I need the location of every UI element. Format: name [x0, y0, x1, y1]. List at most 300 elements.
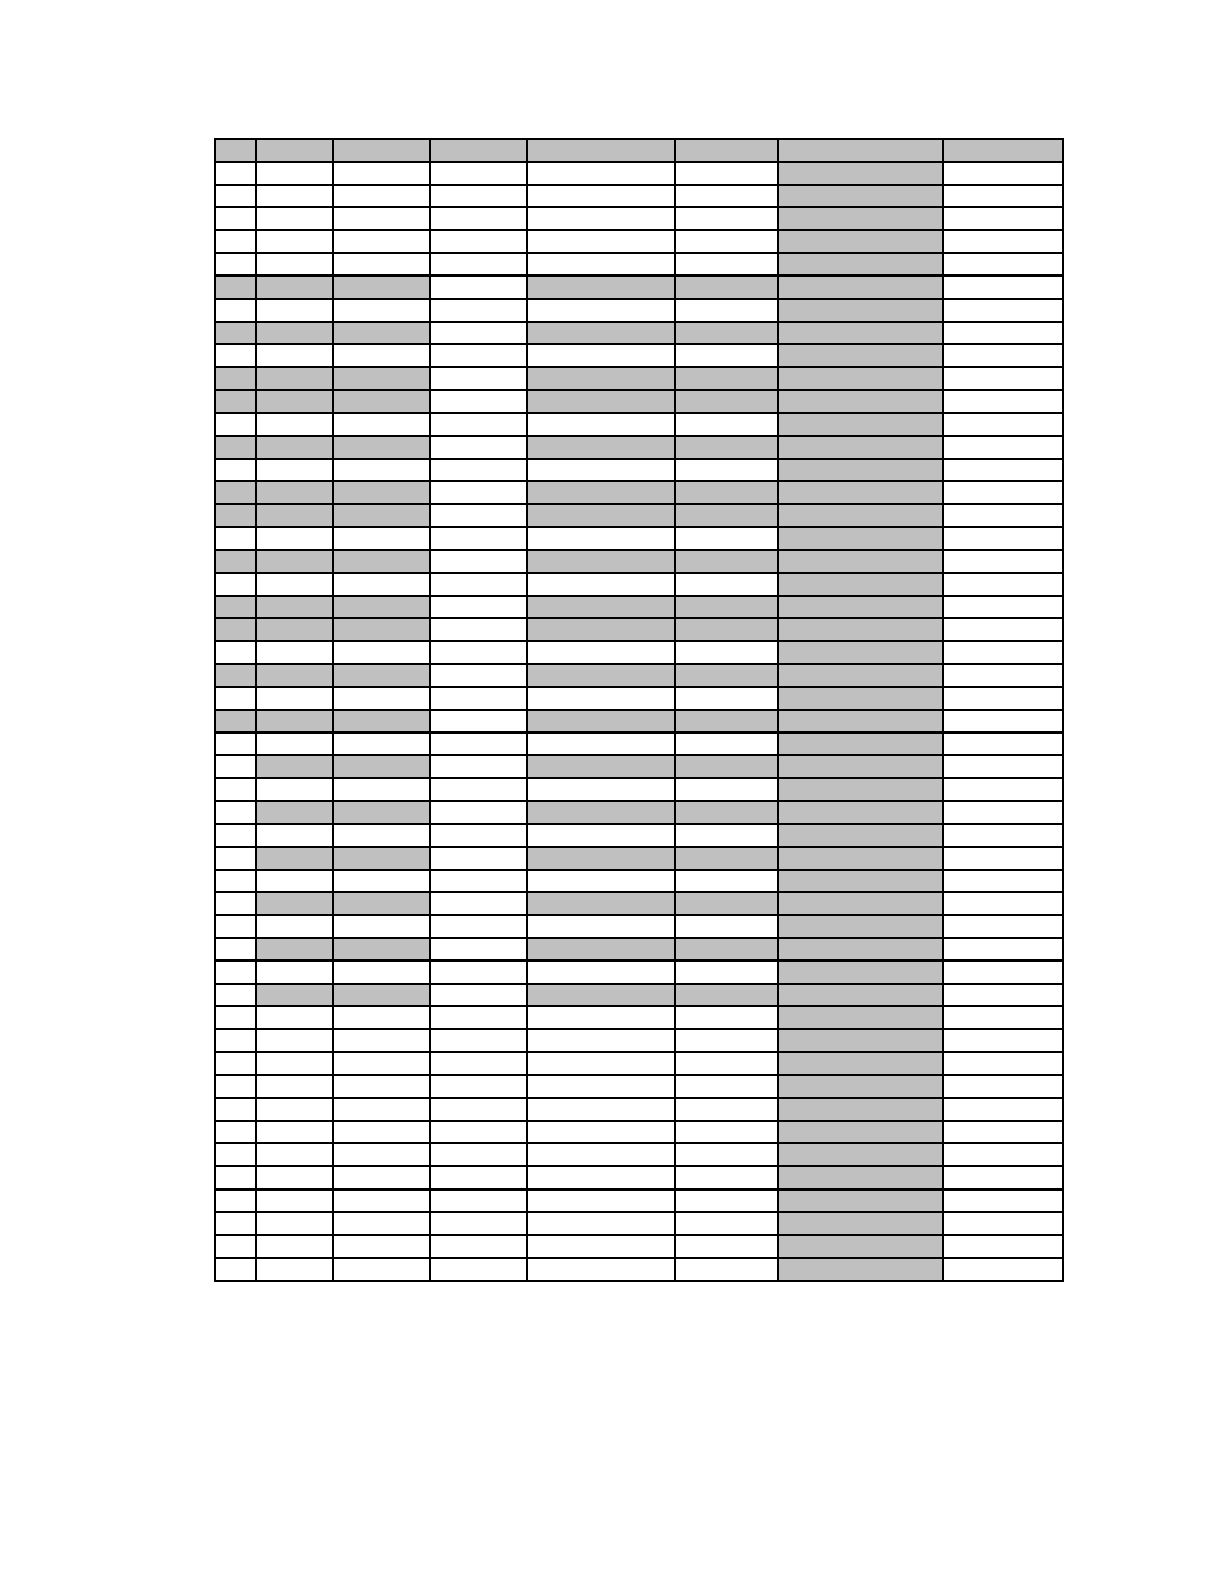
shaded-cell-col-7 [778, 573, 943, 596]
shaded-cell-col-4 [430, 139, 527, 162]
blank-cell-col-8 [943, 755, 1063, 778]
blank-cell-col-3 [333, 641, 430, 664]
blank-cell-col-4 [430, 870, 527, 893]
blank-cell-col-6 [675, 207, 778, 230]
shaded-cell-col-7 [778, 436, 943, 459]
shaded-cell-col-6 [675, 322, 778, 345]
shaded-cell-col-5 [527, 367, 675, 390]
table-row [215, 710, 1063, 733]
blank-cell-col-5 [527, 162, 675, 185]
blank-cell-col-8 [943, 1166, 1063, 1189]
shaded-cell-col-3 [333, 276, 430, 299]
blank-cell-col-2 [256, 573, 333, 596]
shaded-cell-col-7 [778, 1121, 943, 1144]
table-row [215, 1143, 1063, 1166]
shaded-cell-col-3 [333, 139, 430, 162]
table-row [215, 1235, 1063, 1258]
blank-cell-col-8 [943, 915, 1063, 938]
blank-cell-col-2 [256, 1052, 333, 1075]
blank-cell-col-4 [430, 436, 527, 459]
blank-cell-col-3 [333, 573, 430, 596]
table-row [215, 1098, 1063, 1121]
blank-cell-col-4 [430, 801, 527, 824]
shaded-cell-col-7 [778, 299, 943, 322]
shaded-cell-col-7 [778, 207, 943, 230]
blank-cell-col-4 [430, 664, 527, 687]
table-row [215, 344, 1063, 367]
blank-cell-col-5 [527, 413, 675, 436]
shaded-cell-col-7 [778, 367, 943, 390]
blank-cell-col-2 [256, 1166, 333, 1189]
blank-cell-col-1 [215, 847, 256, 870]
shaded-cell-col-3 [333, 892, 430, 915]
shaded-cell-col-3 [333, 755, 430, 778]
blank-cell-col-2 [256, 162, 333, 185]
blank-cell-col-8 [943, 162, 1063, 185]
blank-cell-col-6 [675, 641, 778, 664]
shaded-cell-col-2 [256, 618, 333, 641]
blank-cell-col-4 [430, 344, 527, 367]
shaded-cell-col-7 [778, 1075, 943, 1098]
blank-cell-col-3 [333, 1075, 430, 1098]
blank-cell-col-6 [675, 230, 778, 253]
shaded-cell-col-5 [527, 390, 675, 413]
shaded-cell-col-5 [527, 322, 675, 345]
shaded-cell-col-5 [527, 984, 675, 1007]
blank-cell-col-4 [430, 824, 527, 847]
blank-cell-col-3 [333, 1098, 430, 1121]
blank-cell-col-3 [333, 824, 430, 847]
blank-cell-col-1 [215, 687, 256, 710]
table-row [215, 207, 1063, 230]
shaded-cell-col-1 [215, 664, 256, 687]
blank-cell-col-3 [333, 185, 430, 208]
blank-cell-col-5 [527, 1052, 675, 1075]
blank-cell-col-2 [256, 1029, 333, 1052]
shaded-cell-col-2 [256, 596, 333, 619]
shaded-cell-col-6 [675, 755, 778, 778]
blank-cell-col-4 [430, 984, 527, 1007]
shaded-cell-col-6 [675, 847, 778, 870]
blank-cell-col-1 [215, 1258, 256, 1281]
shaded-cell-col-3 [333, 596, 430, 619]
blank-cell-col-4 [430, 550, 527, 573]
blank-cell-col-8 [943, 527, 1063, 550]
blank-cell-col-2 [256, 1258, 333, 1281]
blank-cell-col-8 [943, 1235, 1063, 1258]
table-row [215, 1189, 1063, 1212]
blank-cell-col-3 [333, 1143, 430, 1166]
blank-cell-col-6 [675, 185, 778, 208]
table-row [215, 664, 1063, 687]
blank-cell-col-1 [215, 459, 256, 482]
shaded-cell-col-7 [778, 596, 943, 619]
shaded-cell-col-5 [527, 504, 675, 527]
blank-cell-col-5 [527, 824, 675, 847]
blank-cell-col-6 [675, 870, 778, 893]
blank-cell-col-2 [256, 253, 333, 276]
shaded-cell-col-2 [256, 436, 333, 459]
shaded-cell-col-1 [215, 276, 256, 299]
shaded-cell-col-5 [527, 801, 675, 824]
blank-cell-col-3 [333, 1006, 430, 1029]
blank-cell-col-8 [943, 778, 1063, 801]
blank-cell-col-2 [256, 915, 333, 938]
blank-cell-col-4 [430, 299, 527, 322]
blank-cell-col-6 [675, 459, 778, 482]
table-row [215, 847, 1063, 870]
blank-cell-col-5 [527, 253, 675, 276]
table-row [215, 801, 1063, 824]
blank-cell-col-5 [527, 299, 675, 322]
shaded-cell-col-7 [778, 710, 943, 733]
shaded-cell-col-7 [778, 892, 943, 915]
shaded-cell-col-7 [778, 847, 943, 870]
shaded-cell-col-5 [527, 892, 675, 915]
blank-cell-col-8 [943, 641, 1063, 664]
shaded-cell-col-7 [778, 276, 943, 299]
blank-cell-col-5 [527, 733, 675, 756]
blank-form-grid [214, 138, 1064, 1282]
blank-cell-col-4 [430, 961, 527, 984]
blank-cell-col-8 [943, 253, 1063, 276]
blank-cell-col-6 [675, 299, 778, 322]
blank-cell-col-5 [527, 1098, 675, 1121]
blank-cell-col-4 [430, 207, 527, 230]
shaded-cell-col-6 [675, 801, 778, 824]
blank-cell-col-8 [943, 1212, 1063, 1235]
table-row [215, 915, 1063, 938]
blank-cell-col-1 [215, 778, 256, 801]
shaded-cell-col-7 [778, 481, 943, 504]
shaded-cell-col-3 [333, 984, 430, 1007]
blank-cell-col-4 [430, 276, 527, 299]
blank-cell-col-5 [527, 573, 675, 596]
blank-cell-col-6 [675, 1212, 778, 1235]
shaded-cell-col-5 [527, 755, 675, 778]
blank-cell-col-8 [943, 961, 1063, 984]
shaded-cell-col-7 [778, 618, 943, 641]
blank-cell-col-2 [256, 1212, 333, 1235]
blank-cell-col-3 [333, 870, 430, 893]
shaded-cell-col-2 [256, 390, 333, 413]
shaded-cell-col-5 [527, 618, 675, 641]
shaded-cell-col-5 [527, 436, 675, 459]
shaded-cell-col-1 [215, 436, 256, 459]
table-row [215, 1075, 1063, 1098]
table-row [215, 322, 1063, 345]
blank-cell-col-4 [430, 322, 527, 345]
blank-cell-col-4 [430, 915, 527, 938]
blank-cell-col-8 [943, 367, 1063, 390]
table-row [215, 1166, 1063, 1189]
blank-cell-col-8 [943, 344, 1063, 367]
blank-cell-col-8 [943, 984, 1063, 1007]
blank-cell-col-8 [943, 322, 1063, 345]
blank-cell-col-8 [943, 870, 1063, 893]
shaded-cell-col-3 [333, 847, 430, 870]
blank-cell-col-1 [215, 527, 256, 550]
blank-cell-col-6 [675, 915, 778, 938]
shaded-cell-col-5 [527, 847, 675, 870]
blank-cell-col-4 [430, 641, 527, 664]
shaded-cell-col-5 [527, 139, 675, 162]
blank-cell-col-5 [527, 1121, 675, 1144]
shaded-cell-col-1 [215, 596, 256, 619]
blank-cell-col-5 [527, 1029, 675, 1052]
blank-cell-col-1 [215, 915, 256, 938]
shaded-cell-col-7 [778, 733, 943, 756]
blank-cell-col-4 [430, 253, 527, 276]
blank-cell-col-8 [943, 230, 1063, 253]
blank-cell-col-4 [430, 1212, 527, 1235]
blank-cell-col-3 [333, 1258, 430, 1281]
blank-cell-col-4 [430, 847, 527, 870]
blank-cell-col-8 [943, 436, 1063, 459]
blank-cell-col-3 [333, 687, 430, 710]
blank-cell-col-4 [430, 1006, 527, 1029]
blank-cell-col-5 [527, 1166, 675, 1189]
blank-cell-col-1 [215, 344, 256, 367]
table-row [215, 299, 1063, 322]
table-row [215, 824, 1063, 847]
shaded-cell-col-7 [778, 162, 943, 185]
blank-cell-col-6 [675, 778, 778, 801]
shaded-cell-col-7 [778, 390, 943, 413]
blank-cell-col-6 [675, 1075, 778, 1098]
shaded-cell-col-7 [778, 1258, 943, 1281]
blank-cell-col-8 [943, 1052, 1063, 1075]
shaded-cell-col-7 [778, 459, 943, 482]
blank-cell-col-6 [675, 1189, 778, 1212]
table-row [215, 230, 1063, 253]
blank-cell-col-3 [333, 527, 430, 550]
shaded-cell-col-6 [675, 436, 778, 459]
blank-cell-col-4 [430, 573, 527, 596]
blank-cell-col-2 [256, 1235, 333, 1258]
table-row [215, 436, 1063, 459]
shaded-cell-col-3 [333, 436, 430, 459]
blank-cell-col-3 [333, 1166, 430, 1189]
blank-cell-col-4 [430, 778, 527, 801]
blank-cell-col-8 [943, 1143, 1063, 1166]
blank-cell-col-5 [527, 230, 675, 253]
shaded-cell-col-3 [333, 938, 430, 961]
shaded-cell-col-2 [256, 550, 333, 573]
table-row [215, 892, 1063, 915]
shaded-cell-col-7 [778, 139, 943, 162]
shaded-cell-col-5 [527, 481, 675, 504]
shaded-cell-col-7 [778, 1029, 943, 1052]
blank-cell-col-3 [333, 253, 430, 276]
blank-cell-col-4 [430, 459, 527, 482]
shaded-cell-col-1 [215, 481, 256, 504]
shaded-cell-col-3 [333, 481, 430, 504]
shaded-cell-col-6 [675, 892, 778, 915]
shaded-cell-col-7 [778, 527, 943, 550]
table-row [215, 481, 1063, 504]
table-row [215, 504, 1063, 527]
table-row [215, 778, 1063, 801]
blank-cell-col-3 [333, 344, 430, 367]
blank-cell-col-1 [215, 413, 256, 436]
shaded-cell-col-6 [675, 984, 778, 1007]
blank-cell-col-8 [943, 185, 1063, 208]
blank-cell-col-1 [215, 207, 256, 230]
shaded-cell-col-7 [778, 1166, 943, 1189]
blank-cell-col-8 [943, 1075, 1063, 1098]
table-row [215, 1258, 1063, 1281]
blank-cell-col-4 [430, 1166, 527, 1189]
shaded-cell-col-3 [333, 322, 430, 345]
shaded-cell-col-2 [256, 938, 333, 961]
blank-cell-col-4 [430, 1075, 527, 1098]
blank-cell-col-1 [215, 984, 256, 1007]
shaded-cell-col-2 [256, 367, 333, 390]
blank-cell-col-2 [256, 344, 333, 367]
shaded-cell-col-5 [527, 276, 675, 299]
blank-cell-col-2 [256, 299, 333, 322]
blank-cell-col-1 [215, 1052, 256, 1075]
shaded-cell-col-7 [778, 344, 943, 367]
blank-cell-col-6 [675, 162, 778, 185]
shaded-cell-col-1 [215, 504, 256, 527]
table-row [215, 1029, 1063, 1052]
blank-cell-col-8 [943, 710, 1063, 733]
blank-cell-col-8 [943, 1258, 1063, 1281]
shaded-cell-col-2 [256, 801, 333, 824]
shaded-cell-col-7 [778, 504, 943, 527]
shaded-cell-col-8 [943, 139, 1063, 162]
blank-cell-col-1 [215, 1029, 256, 1052]
blank-cell-col-1 [215, 870, 256, 893]
blank-cell-col-1 [215, 1075, 256, 1098]
blank-cell-col-3 [333, 207, 430, 230]
blank-cell-col-5 [527, 687, 675, 710]
blank-cell-col-2 [256, 870, 333, 893]
blank-cell-col-1 [215, 1143, 256, 1166]
blank-cell-col-4 [430, 1121, 527, 1144]
blank-cell-col-8 [943, 550, 1063, 573]
shaded-cell-col-3 [333, 390, 430, 413]
blank-cell-col-6 [675, 1166, 778, 1189]
blank-cell-col-6 [675, 961, 778, 984]
blank-cell-col-5 [527, 527, 675, 550]
shaded-cell-col-6 [675, 390, 778, 413]
blank-cell-col-1 [215, 755, 256, 778]
table-row [215, 938, 1063, 961]
table-row [215, 573, 1063, 596]
blank-cell-col-4 [430, 1052, 527, 1075]
header-row [215, 139, 1063, 162]
shaded-cell-col-3 [333, 504, 430, 527]
shaded-cell-col-7 [778, 870, 943, 893]
shaded-cell-col-7 [778, 1098, 943, 1121]
blank-cell-col-4 [430, 596, 527, 619]
blank-cell-col-2 [256, 459, 333, 482]
shaded-cell-col-7 [778, 413, 943, 436]
blank-cell-col-3 [333, 459, 430, 482]
shaded-cell-col-3 [333, 801, 430, 824]
blank-cell-col-1 [215, 1189, 256, 1212]
shaded-cell-col-7 [778, 778, 943, 801]
blank-cell-col-6 [675, 527, 778, 550]
blank-cell-col-3 [333, 299, 430, 322]
blank-cell-col-6 [675, 1029, 778, 1052]
blank-cell-col-2 [256, 1006, 333, 1029]
shaded-cell-col-1 [215, 139, 256, 162]
blank-cell-col-4 [430, 1143, 527, 1166]
table-row [215, 687, 1063, 710]
shaded-cell-col-7 [778, 938, 943, 961]
shaded-cell-col-7 [778, 1235, 943, 1258]
blank-cell-col-6 [675, 1098, 778, 1121]
shaded-cell-col-7 [778, 1189, 943, 1212]
shaded-cell-col-2 [256, 664, 333, 687]
shaded-cell-col-6 [675, 481, 778, 504]
blank-cell-col-3 [333, 733, 430, 756]
blank-cell-col-3 [333, 961, 430, 984]
table-row [215, 596, 1063, 619]
blank-cell-col-8 [943, 1121, 1063, 1144]
table-row [215, 162, 1063, 185]
blank-cell-col-4 [430, 892, 527, 915]
blank-cell-col-8 [943, 299, 1063, 322]
blank-cell-col-5 [527, 207, 675, 230]
blank-cell-col-6 [675, 253, 778, 276]
shaded-cell-col-2 [256, 755, 333, 778]
shaded-cell-col-1 [215, 550, 256, 573]
blank-cell-col-8 [943, 1029, 1063, 1052]
blank-cell-col-6 [675, 1006, 778, 1029]
table-row [215, 527, 1063, 550]
shaded-cell-col-6 [675, 664, 778, 687]
table-row [215, 253, 1063, 276]
blank-cell-col-6 [675, 1143, 778, 1166]
blank-cell-col-6 [675, 573, 778, 596]
blank-cell-col-8 [943, 459, 1063, 482]
blank-cell-col-8 [943, 847, 1063, 870]
blank-cell-col-4 [430, 1258, 527, 1281]
blank-cell-col-1 [215, 299, 256, 322]
blank-cell-col-8 [943, 1098, 1063, 1121]
blank-cell-col-4 [430, 413, 527, 436]
shaded-cell-col-7 [778, 550, 943, 573]
blank-cell-col-3 [333, 778, 430, 801]
table-row [215, 733, 1063, 756]
blank-cell-col-5 [527, 1143, 675, 1166]
shaded-cell-col-7 [778, 1143, 943, 1166]
table-row [215, 1212, 1063, 1235]
blank-cell-col-2 [256, 1121, 333, 1144]
shaded-cell-col-6 [675, 276, 778, 299]
blank-cell-col-8 [943, 618, 1063, 641]
table-row [215, 276, 1063, 299]
table-row [215, 1121, 1063, 1144]
shaded-cell-col-3 [333, 664, 430, 687]
shaded-cell-col-7 [778, 984, 943, 1007]
blank-cell-col-8 [943, 596, 1063, 619]
blank-cell-col-4 [430, 1098, 527, 1121]
table-row [215, 618, 1063, 641]
shaded-cell-col-5 [527, 596, 675, 619]
shaded-cell-col-2 [256, 710, 333, 733]
blank-cell-col-4 [430, 481, 527, 504]
blank-cell-col-3 [333, 1121, 430, 1144]
blank-cell-col-1 [215, 1166, 256, 1189]
blank-cell-col-5 [527, 778, 675, 801]
blank-cell-col-6 [675, 1258, 778, 1281]
